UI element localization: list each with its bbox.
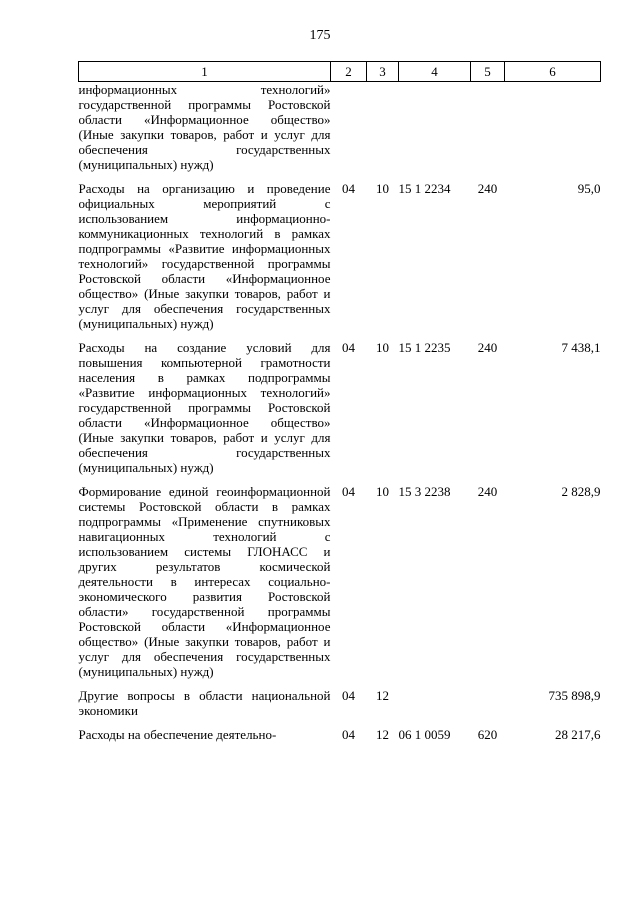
budget-table <box>78 61 601 742</box>
row-section <box>331 82 367 173</box>
row-amount: 7 438,1 <box>561 340 601 355</box>
row-subsection: 10 <box>376 484 389 499</box>
row-target-code <box>399 82 471 173</box>
row-subsection: 10 <box>376 181 389 196</box>
row-expense-type <box>471 82 505 173</box>
column-header: 4 <box>399 62 471 82</box>
row-target-code <box>399 688 471 718</box>
table-row <box>79 82 601 173</box>
row-section: 04 <box>342 688 355 703</box>
column-header: 5 <box>471 62 505 82</box>
row-description: Расходы на организацию и проведение официальных мероприятий с использованием информационно-коммуникационных технологий в рамках подпрограммы «Развитие информационных технологий» государственной программы Ростовской области «Информационное общество» (Иные закупки товаров, работ и услуг для обеспечения государственных (муниципальных) нужд) <box>78 181 331 331</box>
row-description: Другие вопросы в области национальной экономики <box>78 688 331 718</box>
row-target-code: 06 1 0059 <box>398 727 451 742</box>
table-row <box>79 340 601 475</box>
column-header: 2 <box>331 62 367 82</box>
row-description: Расходы на создание условий для повышения компьютерной грамотности населения в рамках подпрограммы «Развитие информационных технологий» государственной программы Ростовской области «Информационное общество» (Иные закупки товаров, работ и услуг для обеспечения государственных (муниципальных) нужд) <box>78 340 331 475</box>
row-amount: 735 898,9 <box>548 688 601 703</box>
row-section: 04 <box>342 181 355 196</box>
row-section: 04 <box>342 727 355 742</box>
row-amount: 2 828,9 <box>561 484 601 499</box>
table-row <box>79 181 601 331</box>
row-expense-type: 240 <box>477 181 498 196</box>
table-row <box>79 727 601 742</box>
row-description: Формирование единой геоинформационной системы Ростовской области в рамках подпрограммы «Применение спутниковых навигационных технологий с использованием системы ГЛОНАСС и других результатов космической деятельности в интересах социально-экономического развития Ростовской области» государственной программы Ростовской области «Информационное общество» (Иные закупки товаров, работ и услуг для обеспечения государственных (муниципальных) нужд) <box>78 484 331 679</box>
row-amount: 28 217,6 <box>555 727 601 742</box>
row-section: 04 <box>342 340 355 355</box>
page-number: 175 <box>309 28 331 43</box>
row-subsection: 12 <box>376 727 389 742</box>
row-subsection: 10 <box>376 340 389 355</box>
row-expense-type: 240 <box>477 340 498 355</box>
table-row <box>79 484 601 679</box>
row-amount <box>505 82 601 173</box>
row-subsection: 12 <box>376 688 389 703</box>
row-target-code: 15 1 2234 <box>398 181 451 196</box>
row-expense-type: 620 <box>477 727 498 742</box>
table-header-row <box>79 62 601 82</box>
row-amount: 95,0 <box>577 181 601 196</box>
row-target-code: 15 3 2238 <box>398 484 451 499</box>
row-target-code: 15 1 2235 <box>398 340 451 355</box>
column-header: 3 <box>367 62 399 82</box>
table-row <box>79 688 601 718</box>
row-expense-type: 240 <box>477 484 498 499</box>
row-section: 04 <box>342 484 355 499</box>
row-description: Расходы на обеспечение деятельно- <box>78 727 277 742</box>
column-header: 6 <box>505 62 601 82</box>
row-subsection <box>367 82 399 173</box>
column-header: 1 <box>79 62 331 82</box>
row-description: информационных технологий» государственной программы Ростовской области «Информационное общество» (Иные закупки товаров, работ и услуг для обеспечения государственных (муниципальных) нужд) <box>78 82 331 172</box>
row-expense-type <box>471 688 505 718</box>
